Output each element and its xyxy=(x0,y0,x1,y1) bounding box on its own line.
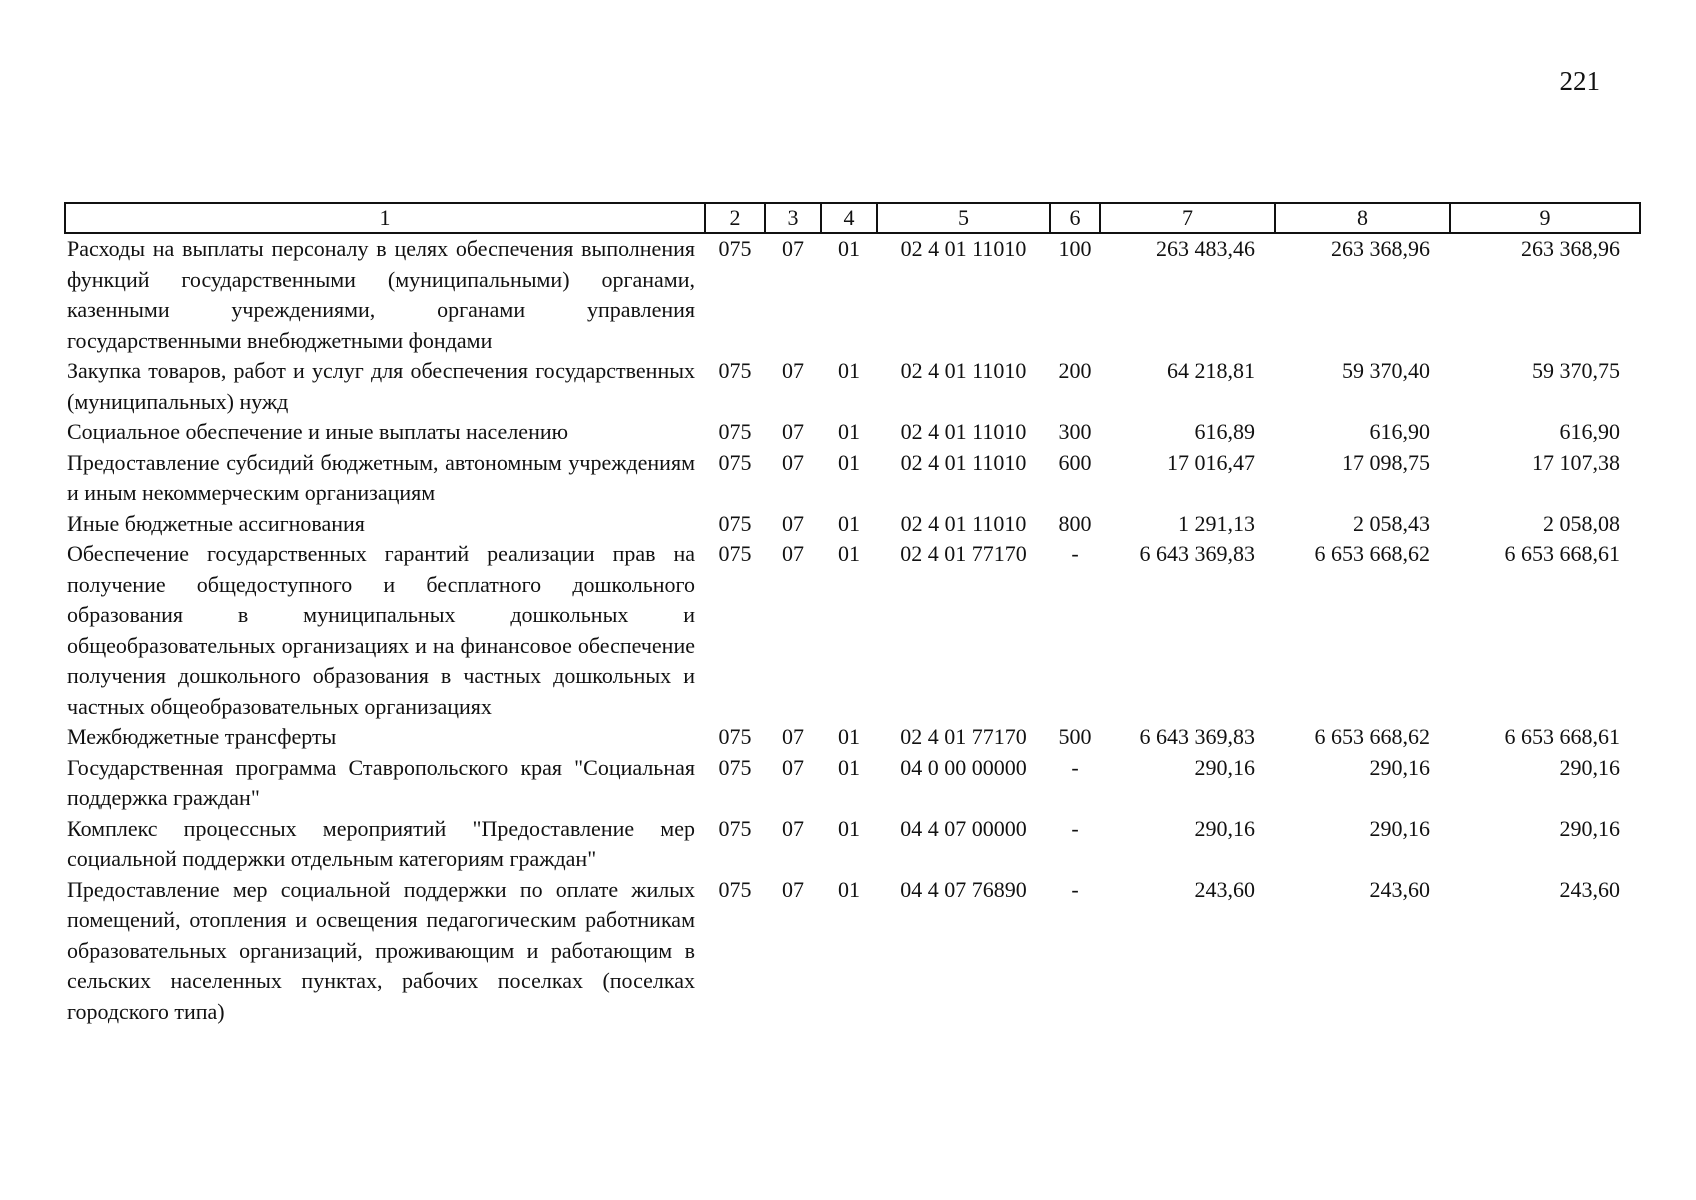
cell-target-article: 02 4 01 11010 xyxy=(900,236,1027,261)
header-cell: 9 xyxy=(1450,203,1640,233)
cell-section: 07 xyxy=(782,754,804,780)
table-row xyxy=(65,539,1640,722)
cell-subsection: 01 xyxy=(838,876,860,902)
cell-amount-9: 2 058,08 xyxy=(1543,510,1620,536)
cell-expense-type: - xyxy=(1071,876,1079,902)
table-row xyxy=(65,753,1640,814)
cell-amount-9: 290,16 xyxy=(1559,754,1620,780)
cell-expense-type: 500 xyxy=(1058,724,1092,749)
cell-amount-9: 616,90 xyxy=(1559,419,1620,444)
row-name: Государственная программа Ставропольского края "Социальная поддержка граждан" xyxy=(67,754,695,810)
cell-section: 07 xyxy=(782,510,804,536)
cell-amount-7: 616,89 xyxy=(1194,419,1255,444)
cell-section: 07 xyxy=(782,876,804,902)
cell-target-article: 02 4 01 11010 xyxy=(900,358,1027,383)
page-number: 221 xyxy=(1559,66,1600,96)
cell-ministry: 075 xyxy=(718,449,752,475)
cell-target-article: 02 4 01 77170 xyxy=(900,541,1027,566)
cell-expense-type: 100 xyxy=(1058,236,1092,261)
cell-amount-9: 290,16 xyxy=(1559,815,1620,841)
cell-amount-9: 17 107,38 xyxy=(1532,449,1620,475)
cell-expense-type: 600 xyxy=(1058,449,1092,475)
cell-expense-type: - xyxy=(1071,754,1079,780)
cell-amount-9: 6 653 668,61 xyxy=(1504,541,1620,566)
row-name: Комплекс процессных мероприятий "Предоставление мер социальной поддержки отдельным категориям граждан" xyxy=(67,815,695,871)
cell-amount-9: 6 653 668,61 xyxy=(1504,724,1620,749)
cell-amount-7: 6 643 369,83 xyxy=(1139,541,1255,566)
cell-section: 07 xyxy=(782,419,804,444)
cell-amount-7: 243,60 xyxy=(1194,876,1255,902)
cell-target-article: 04 4 07 76890 xyxy=(900,876,1027,902)
cell-section: 07 xyxy=(782,724,804,749)
cell-amount-7: 290,16 xyxy=(1194,754,1255,780)
cell-subsection: 01 xyxy=(838,754,860,780)
table-row xyxy=(65,356,1640,417)
header-cell: 1 xyxy=(65,203,705,233)
cell-target-article: 02 4 01 77170 xyxy=(900,724,1027,749)
table-row xyxy=(65,448,1640,509)
cell-ministry: 075 xyxy=(718,815,752,841)
cell-target-article: 04 4 07 00000 xyxy=(900,815,1027,841)
cell-subsection: 01 xyxy=(838,815,860,841)
cell-amount-7: 17 016,47 xyxy=(1167,449,1255,475)
row-name: Обеспечение государственных гарантий реализации прав на получение общедоступного и бесплатного дошкольного образования в муниципальных дошкольных и общеобразовательных организациях и на финансовое обеспечение получения дошкольного образования в частных дошкольных и частных общеобразовательных организациях xyxy=(67,541,695,719)
cell-expense-type: 800 xyxy=(1058,510,1092,536)
cell-amount-7: 6 643 369,83 xyxy=(1139,724,1255,749)
header-cell: 7 xyxy=(1100,203,1275,233)
cell-section: 07 xyxy=(782,541,804,566)
cell-expense-type: - xyxy=(1071,815,1079,841)
cell-amount-9: 243,60 xyxy=(1559,876,1620,902)
cell-target-article: 02 4 01 11010 xyxy=(900,510,1027,536)
cell-ministry: 075 xyxy=(718,358,752,383)
row-name: Расходы на выплаты персоналу в целях обеспечения выполнения функций государственными (муниципальными) органами, казенными учреждениями, органами управления государственными внебюджетными фондами xyxy=(67,236,695,353)
cell-amount-9: 59 370,75 xyxy=(1532,358,1620,383)
row-name: Предоставление субсидий бюджетным, автономным учреждениям и иным некоммерческим организациям xyxy=(67,449,695,505)
cell-ministry: 075 xyxy=(718,724,752,749)
row-name: Закупка товаров, работ и услуг для обеспечения государственных (муниципальных) нужд xyxy=(67,358,695,414)
cell-amount-8: 243,60 xyxy=(1369,876,1430,902)
row-name: Иные бюджетные ассигнования xyxy=(67,510,365,536)
cell-expense-type: 300 xyxy=(1058,419,1092,444)
header-row xyxy=(65,203,1640,233)
cell-amount-8: 263 368,96 xyxy=(1331,236,1430,261)
cell-subsection: 01 xyxy=(838,236,860,261)
cell-amount-8: 290,16 xyxy=(1369,815,1430,841)
cell-amount-7: 263 483,46 xyxy=(1156,236,1255,261)
cell-ministry: 075 xyxy=(718,236,752,261)
row-name: Межбюджетные трансферты xyxy=(67,724,337,749)
cell-ministry: 075 xyxy=(718,419,752,444)
cell-section: 07 xyxy=(782,449,804,475)
cell-amount-8: 17 098,75 xyxy=(1342,449,1430,475)
budget-table xyxy=(64,202,1641,1027)
cell-subsection: 01 xyxy=(838,449,860,475)
cell-ministry: 075 xyxy=(718,754,752,780)
table-row xyxy=(65,509,1640,540)
cell-subsection: 01 xyxy=(838,510,860,536)
cell-subsection: 01 xyxy=(838,358,860,383)
header-cell: 2 xyxy=(705,203,765,233)
table-row xyxy=(65,417,1640,448)
cell-expense-type: - xyxy=(1071,541,1079,566)
cell-amount-8: 2 058,43 xyxy=(1353,510,1430,536)
cell-target-article: 04 0 00 00000 xyxy=(900,754,1027,780)
cell-subsection: 01 xyxy=(838,419,860,444)
header-cell: 4 xyxy=(821,203,877,233)
cell-target-article: 02 4 01 11010 xyxy=(900,419,1027,444)
cell-expense-type: 200 xyxy=(1058,358,1092,383)
table-row xyxy=(65,875,1640,1028)
header-cell: 5 xyxy=(877,203,1050,233)
cell-ministry: 075 xyxy=(718,510,752,536)
cell-amount-8: 59 370,40 xyxy=(1342,358,1430,383)
table-row xyxy=(65,814,1640,875)
cell-subsection: 01 xyxy=(838,724,860,749)
table-row xyxy=(65,722,1640,753)
cell-ministry: 075 xyxy=(718,541,752,566)
row-name: Социальное обеспечение и иные выплаты населению xyxy=(67,419,569,444)
header-cell: 6 xyxy=(1050,203,1100,233)
cell-section: 07 xyxy=(782,236,804,261)
cell-amount-8: 6 653 668,62 xyxy=(1314,724,1430,749)
cell-amount-8: 6 653 668,62 xyxy=(1314,541,1430,566)
cell-ministry: 075 xyxy=(718,876,752,902)
header-cell: 8 xyxy=(1275,203,1450,233)
cell-amount-8: 290,16 xyxy=(1369,754,1430,780)
header-cell: 3 xyxy=(765,203,821,233)
cell-target-article: 02 4 01 11010 xyxy=(900,449,1027,475)
cell-amount-8: 616,90 xyxy=(1369,419,1430,444)
row-name: Предоставление мер социальной поддержки по оплате жилых помещений, отопления и освещения педагогическим работникам образовательных организаций, проживающим и работающим в сельских населенных пунктах, рабочих поселках (поселках городского типа) xyxy=(67,876,695,1024)
cell-amount-9: 263 368,96 xyxy=(1521,236,1620,261)
cell-subsection: 01 xyxy=(838,541,860,566)
table-row xyxy=(65,233,1640,356)
cell-section: 07 xyxy=(782,358,804,383)
cell-amount-7: 290,16 xyxy=(1194,815,1255,841)
cell-amount-7: 1 291,13 xyxy=(1178,510,1255,536)
cell-amount-7: 64 218,81 xyxy=(1167,358,1255,383)
cell-section: 07 xyxy=(782,815,804,841)
